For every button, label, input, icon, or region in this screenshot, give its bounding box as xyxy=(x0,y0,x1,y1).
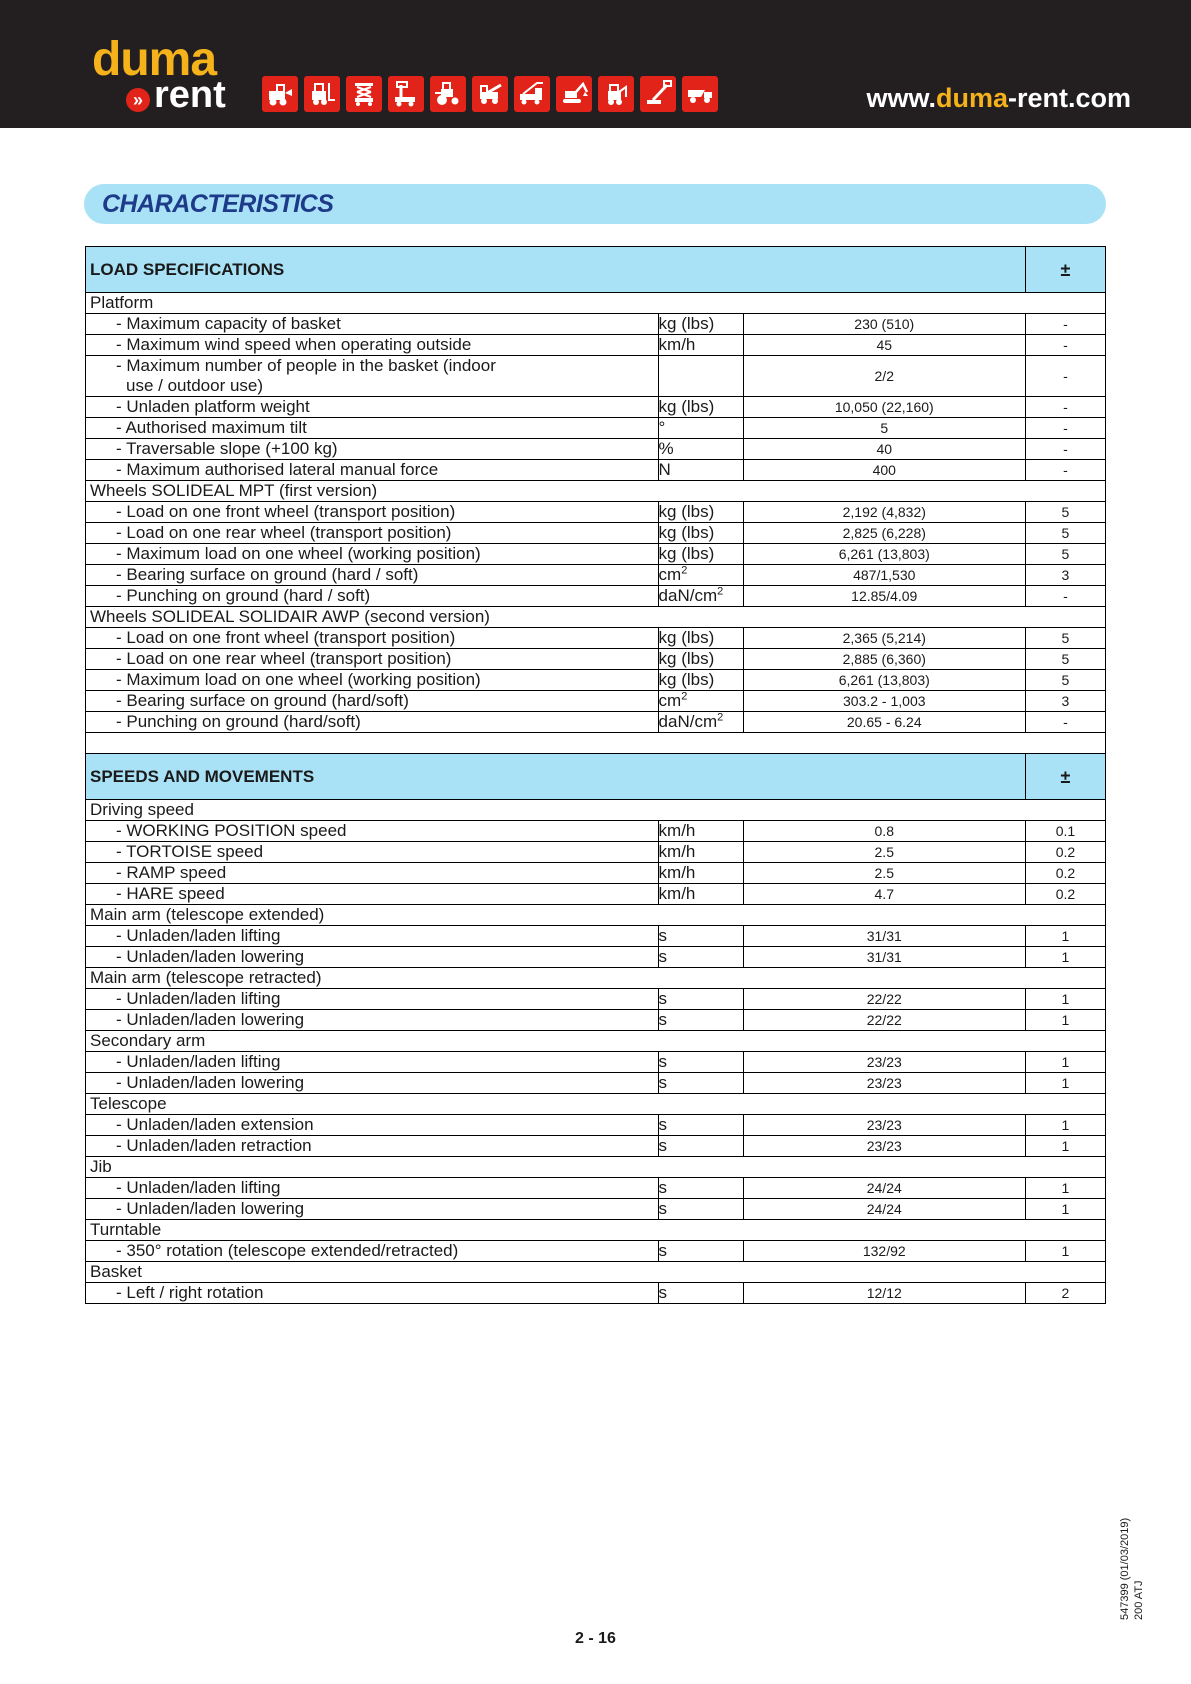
row-value: 12/12 xyxy=(743,1283,1025,1304)
unit-text: s xyxy=(658,1241,668,1260)
row-value: 2.5 xyxy=(743,842,1025,863)
table-row xyxy=(86,1178,1106,1199)
row-label xyxy=(86,356,659,397)
tractor-icon xyxy=(430,76,466,112)
row-tolerance: 1 xyxy=(1025,1115,1105,1136)
row-label: - Load on one front wheel (transport position) xyxy=(86,502,659,523)
group-label: Telescope xyxy=(86,1094,1106,1115)
unit-text: daN/cm xyxy=(658,712,718,731)
unit-text: s xyxy=(658,1010,668,1029)
table-row xyxy=(86,314,1106,335)
table-row xyxy=(86,544,1106,565)
tolerance-header: ± xyxy=(1025,247,1105,293)
website-url[interactable] xyxy=(866,82,1131,114)
table-row xyxy=(86,1199,1106,1220)
row-label: - Authorised maximum tilt xyxy=(86,418,659,439)
row-label: - Unladen platform weight xyxy=(86,397,659,418)
table-row xyxy=(86,989,1106,1010)
row-unit xyxy=(658,712,743,733)
row-unit xyxy=(658,397,743,418)
url-brand: duma xyxy=(935,83,1008,113)
row-unit xyxy=(658,628,743,649)
row-unit xyxy=(658,1178,743,1199)
table-row xyxy=(86,1010,1106,1031)
row-value: 31/31 xyxy=(743,947,1025,968)
row-label: - Unladen/laden lowering xyxy=(86,1199,659,1220)
unit-text: kg (lbs) xyxy=(658,397,715,416)
section-header-title: SPEEDS AND MOVEMENTS xyxy=(86,754,1026,800)
row-unit xyxy=(658,586,743,607)
row-label: - Bearing surface on ground (hard/soft) xyxy=(86,691,659,712)
group-row xyxy=(86,1262,1106,1283)
group-row xyxy=(86,607,1106,628)
table-row xyxy=(86,691,1106,712)
row-label: - HARE speed xyxy=(86,884,659,905)
group-row xyxy=(86,1094,1106,1115)
unit-text: s xyxy=(658,1073,668,1092)
unit-text: km/h xyxy=(658,821,696,840)
row-unit xyxy=(658,565,743,586)
row-tolerance: - xyxy=(1025,586,1105,607)
unit-text: kg (lbs) xyxy=(658,649,715,668)
row-value: 31/31 xyxy=(743,926,1025,947)
unit-text: % xyxy=(658,439,674,458)
model-name: 200 ATJ xyxy=(1133,1580,1145,1620)
group-label: Platform xyxy=(86,293,1106,314)
row-tolerance: - xyxy=(1025,460,1105,481)
row-value: 22/22 xyxy=(743,989,1025,1010)
spacer-cell xyxy=(86,733,1106,754)
row-tolerance: 1 xyxy=(1025,1199,1105,1220)
row-value: 2,885 (6,360) xyxy=(743,649,1025,670)
excavator-icon xyxy=(556,76,592,112)
row-tolerance: 5 xyxy=(1025,544,1105,565)
row-value: 400 xyxy=(743,460,1025,481)
logo-arrows-icon: » xyxy=(126,88,150,112)
row-value: 5 xyxy=(743,418,1025,439)
row-tolerance: 1 xyxy=(1025,1073,1105,1094)
row-tolerance: - xyxy=(1025,439,1105,460)
row-tolerance: - xyxy=(1025,356,1105,397)
row-value: 40 xyxy=(743,439,1025,460)
group-row xyxy=(86,800,1106,821)
row-label: - Load on one rear wheel (transport position) xyxy=(86,649,659,670)
table-row xyxy=(86,1241,1106,1262)
aerial-platform-icon xyxy=(388,76,424,112)
row-value: 2.5 xyxy=(743,863,1025,884)
group-row xyxy=(86,481,1106,502)
row-value: 24/24 xyxy=(743,1178,1025,1199)
group-row xyxy=(86,293,1106,314)
section-banner xyxy=(84,184,1106,224)
unit-text: daN/cm xyxy=(658,586,718,605)
row-label: - Load on one front wheel (transport position) xyxy=(86,628,659,649)
table-row xyxy=(86,418,1106,439)
row-unit xyxy=(658,335,743,356)
row-label-line2: use / outdoor use) xyxy=(126,376,264,395)
group-label: Main arm (telescope extended) xyxy=(86,905,1106,926)
row-label: - WORKING POSITION speed xyxy=(86,821,659,842)
section-header-title: LOAD SPECIFICATIONS xyxy=(86,247,1026,293)
row-label: - Unladen/laden lifting xyxy=(86,1052,659,1073)
row-label: - Unladen/laden retraction xyxy=(86,1136,659,1157)
table-row xyxy=(86,502,1106,523)
unit-text: cm xyxy=(658,565,682,584)
row-label: - Maximum authorised lateral manual force xyxy=(86,460,659,481)
characteristics-table xyxy=(85,246,1106,1304)
url-prefix: www. xyxy=(866,83,936,113)
group-label: Jib xyxy=(86,1157,1106,1178)
unit-text: s xyxy=(658,1178,668,1197)
row-value: 487/1,530 xyxy=(743,565,1025,586)
table-row xyxy=(86,649,1106,670)
row-tolerance: 1 xyxy=(1025,1136,1105,1157)
loader-icon xyxy=(262,76,298,112)
table-row xyxy=(86,1073,1106,1094)
row-label: - Unladen/laden lifting xyxy=(86,926,659,947)
group-row xyxy=(86,905,1106,926)
row-unit xyxy=(658,1199,743,1220)
row-label: - Bearing surface on ground (hard / soft) xyxy=(86,565,659,586)
row-value: 24/24 xyxy=(743,1199,1025,1220)
unit-exponent: 2 xyxy=(717,585,724,598)
row-value: 23/23 xyxy=(743,1115,1025,1136)
table-row xyxy=(86,523,1106,544)
table-row xyxy=(86,712,1106,733)
row-tolerance: 0.2 xyxy=(1025,884,1105,905)
row-label: - 350° rotation (telescope extended/retracted) xyxy=(86,1241,659,1262)
telehandler-icon xyxy=(472,76,508,112)
row-tolerance: 5 xyxy=(1025,649,1105,670)
row-value: 0.8 xyxy=(743,821,1025,842)
group-row xyxy=(86,1220,1106,1241)
table-row xyxy=(86,1283,1106,1304)
group-row xyxy=(86,1031,1106,1052)
row-tolerance: - xyxy=(1025,418,1105,439)
unit-text: km/h xyxy=(658,842,696,861)
row-value: 10,050 (22,160) xyxy=(743,397,1025,418)
section-header-row xyxy=(86,754,1106,800)
row-unit xyxy=(658,947,743,968)
unit-exponent: 2 xyxy=(717,711,724,724)
row-value: 230 (510) xyxy=(743,314,1025,335)
unit-text: s xyxy=(658,1199,668,1218)
unit-text: kg (lbs) xyxy=(658,523,715,542)
unit-text: s xyxy=(658,947,668,966)
row-label: - Punching on ground (hard/soft) xyxy=(86,712,659,733)
doc-ref-number: 547399 (01/03/2019) xyxy=(1119,1517,1131,1620)
row-tolerance: 5 xyxy=(1025,628,1105,649)
row-label: - Unladen/laden lifting xyxy=(86,1178,659,1199)
dumper-icon xyxy=(682,76,718,112)
compact-loader-icon xyxy=(598,76,634,112)
row-unit xyxy=(658,884,743,905)
row-unit xyxy=(658,502,743,523)
table-row xyxy=(86,1052,1106,1073)
unit-text: s xyxy=(658,1136,668,1155)
table-row xyxy=(86,335,1106,356)
document-reference xyxy=(1118,1518,1146,1620)
row-tolerance: 0.2 xyxy=(1025,863,1105,884)
table-row xyxy=(86,565,1106,586)
row-label: - Unladen/laden lowering xyxy=(86,1010,659,1031)
row-tolerance: 1 xyxy=(1025,1010,1105,1031)
row-tolerance: 1 xyxy=(1025,1052,1105,1073)
unit-text: s xyxy=(658,989,668,1008)
row-value: 6,261 (13,803) xyxy=(743,670,1025,691)
row-unit xyxy=(658,1115,743,1136)
row-unit xyxy=(658,1136,743,1157)
unit-text: s xyxy=(658,1115,668,1134)
row-tolerance: - xyxy=(1025,314,1105,335)
scissor-lift-icon xyxy=(346,76,382,112)
unit-text: km/h xyxy=(658,863,696,882)
unit-text: kg (lbs) xyxy=(658,628,715,647)
row-label: - Unladen/laden lifting xyxy=(86,989,659,1010)
row-value: 23/23 xyxy=(743,1136,1025,1157)
row-label: - Maximum load on one wheel (working position) xyxy=(86,544,659,565)
table-row xyxy=(86,926,1106,947)
row-unit xyxy=(658,314,743,335)
row-tolerance: 0.1 xyxy=(1025,821,1105,842)
row-unit xyxy=(658,544,743,565)
row-label: - Maximum wind speed when operating outside xyxy=(86,335,659,356)
unit-text: kg (lbs) xyxy=(658,502,715,521)
row-unit xyxy=(658,649,743,670)
row-unit xyxy=(658,1241,743,1262)
row-value: 45 xyxy=(743,335,1025,356)
row-label: - Unladen/laden lowering xyxy=(86,947,659,968)
unit-text: kg (lbs) xyxy=(658,314,715,333)
row-tolerance: 1 xyxy=(1025,926,1105,947)
row-value: 132/92 xyxy=(743,1241,1025,1262)
group-label: Driving speed xyxy=(86,800,1106,821)
table-row xyxy=(86,460,1106,481)
table-row xyxy=(86,863,1106,884)
section-title: CHARACTERISTICS xyxy=(102,190,334,218)
row-unit xyxy=(658,1073,743,1094)
group-label: Wheels SOLIDEAL MPT (first version) xyxy=(86,481,1106,502)
row-label: - Load on one rear wheel (transport position) xyxy=(86,523,659,544)
row-value: 2,825 (6,228) xyxy=(743,523,1025,544)
unit-text: kg (lbs) xyxy=(658,670,715,689)
row-label: - Unladen/laden extension xyxy=(86,1115,659,1136)
row-label: - Traversable slope (+100 kg) xyxy=(86,439,659,460)
group-label: Main arm (telescope retracted) xyxy=(86,968,1106,989)
group-label: Secondary arm xyxy=(86,1031,1106,1052)
table-row xyxy=(86,1115,1106,1136)
unit-text: ° xyxy=(658,418,666,437)
row-tolerance: 3 xyxy=(1025,565,1105,586)
row-value: 23/23 xyxy=(743,1073,1025,1094)
row-unit xyxy=(658,418,743,439)
table-row xyxy=(86,439,1106,460)
row-unit xyxy=(658,842,743,863)
row-tolerance: - xyxy=(1025,712,1105,733)
section-header-row xyxy=(86,247,1106,293)
row-label: - Maximum load on one wheel (working position) xyxy=(86,670,659,691)
row-unit xyxy=(658,1010,743,1031)
row-label: - Maximum capacity of basket xyxy=(86,314,659,335)
row-tolerance: 1 xyxy=(1025,989,1105,1010)
row-value: 20.65 - 6.24 xyxy=(743,712,1025,733)
row-unit xyxy=(658,989,743,1010)
row-value: 4.7 xyxy=(743,884,1025,905)
row-unit xyxy=(658,863,743,884)
row-unit xyxy=(658,691,743,712)
spacer-row xyxy=(86,733,1106,754)
table-row xyxy=(86,356,1106,397)
row-label: - Punching on ground (hard / soft) xyxy=(86,586,659,607)
row-unit xyxy=(658,1283,743,1304)
row-tolerance: 1 xyxy=(1025,1241,1105,1262)
logo-duma: duma xyxy=(92,33,217,86)
forklift-icon xyxy=(304,76,340,112)
table-row xyxy=(86,670,1106,691)
unit-exponent: 2 xyxy=(681,690,688,703)
row-value: 2,192 (4,832) xyxy=(743,502,1025,523)
boom-lift-icon xyxy=(640,76,676,112)
table-row xyxy=(86,586,1106,607)
row-unit xyxy=(658,1052,743,1073)
row-tolerance: 1 xyxy=(1025,1178,1105,1199)
unit-text: s xyxy=(658,1283,668,1302)
row-label: - TORTOISE speed xyxy=(86,842,659,863)
row-tolerance: 0.2 xyxy=(1025,842,1105,863)
group-label: Wheels SOLIDEAL SOLIDAIR AWP (second version) xyxy=(86,607,1106,628)
unit-text: s xyxy=(658,926,668,945)
row-label: - RAMP speed xyxy=(86,863,659,884)
row-label: - Left / right rotation xyxy=(86,1283,659,1304)
unit-text: kg (lbs) xyxy=(658,544,715,563)
row-label: - Unladen/laden lowering xyxy=(86,1073,659,1094)
table-row xyxy=(86,821,1106,842)
unit-text: km/h xyxy=(658,884,696,903)
row-tolerance: - xyxy=(1025,397,1105,418)
row-tolerance: 2 xyxy=(1025,1283,1105,1304)
row-value: 23/23 xyxy=(743,1052,1025,1073)
row-unit xyxy=(658,670,743,691)
page-number: 2 - 16 xyxy=(575,1630,616,1647)
table-row xyxy=(86,1136,1106,1157)
row-tolerance: 5 xyxy=(1025,523,1105,544)
row-unit xyxy=(658,356,743,397)
row-tolerance: 5 xyxy=(1025,502,1105,523)
row-value: 2/2 xyxy=(743,356,1025,397)
table-row xyxy=(86,628,1106,649)
group-label: Turntable xyxy=(86,1220,1106,1241)
logo-rent: rent xyxy=(154,74,226,116)
tolerance-header: ± xyxy=(1025,754,1105,800)
row-tolerance: 5 xyxy=(1025,670,1105,691)
machine-icon-strip xyxy=(262,76,718,112)
table-row xyxy=(86,397,1106,418)
group-row xyxy=(86,968,1106,989)
row-tolerance: - xyxy=(1025,335,1105,356)
table-row xyxy=(86,842,1106,863)
row-value: 303.2 - 1,003 xyxy=(743,691,1025,712)
unit-exponent: 2 xyxy=(681,564,688,577)
row-label-line1: - Maximum number of people in the basket (indoor xyxy=(116,356,496,375)
row-unit xyxy=(658,439,743,460)
unit-text: N xyxy=(658,460,671,479)
row-unit xyxy=(658,460,743,481)
crane-truck-icon xyxy=(514,76,550,112)
header-bar xyxy=(0,0,1191,128)
row-tolerance: 3 xyxy=(1025,691,1105,712)
unit-text: km/h xyxy=(658,335,696,354)
row-value: 22/22 xyxy=(743,1010,1025,1031)
row-unit xyxy=(658,821,743,842)
table-row xyxy=(86,947,1106,968)
table-row xyxy=(86,884,1106,905)
url-suffix: -rent.com xyxy=(1007,83,1131,113)
row-value: 6,261 (13,803) xyxy=(743,544,1025,565)
group-row xyxy=(86,1157,1106,1178)
row-value: 12.85/4.09 xyxy=(743,586,1025,607)
row-unit xyxy=(658,523,743,544)
row-unit xyxy=(658,926,743,947)
row-tolerance: 1 xyxy=(1025,947,1105,968)
unit-text: s xyxy=(658,1052,668,1071)
group-label: Basket xyxy=(86,1262,1106,1283)
unit-text: cm xyxy=(658,691,682,710)
row-value: 2,365 (5,214) xyxy=(743,628,1025,649)
